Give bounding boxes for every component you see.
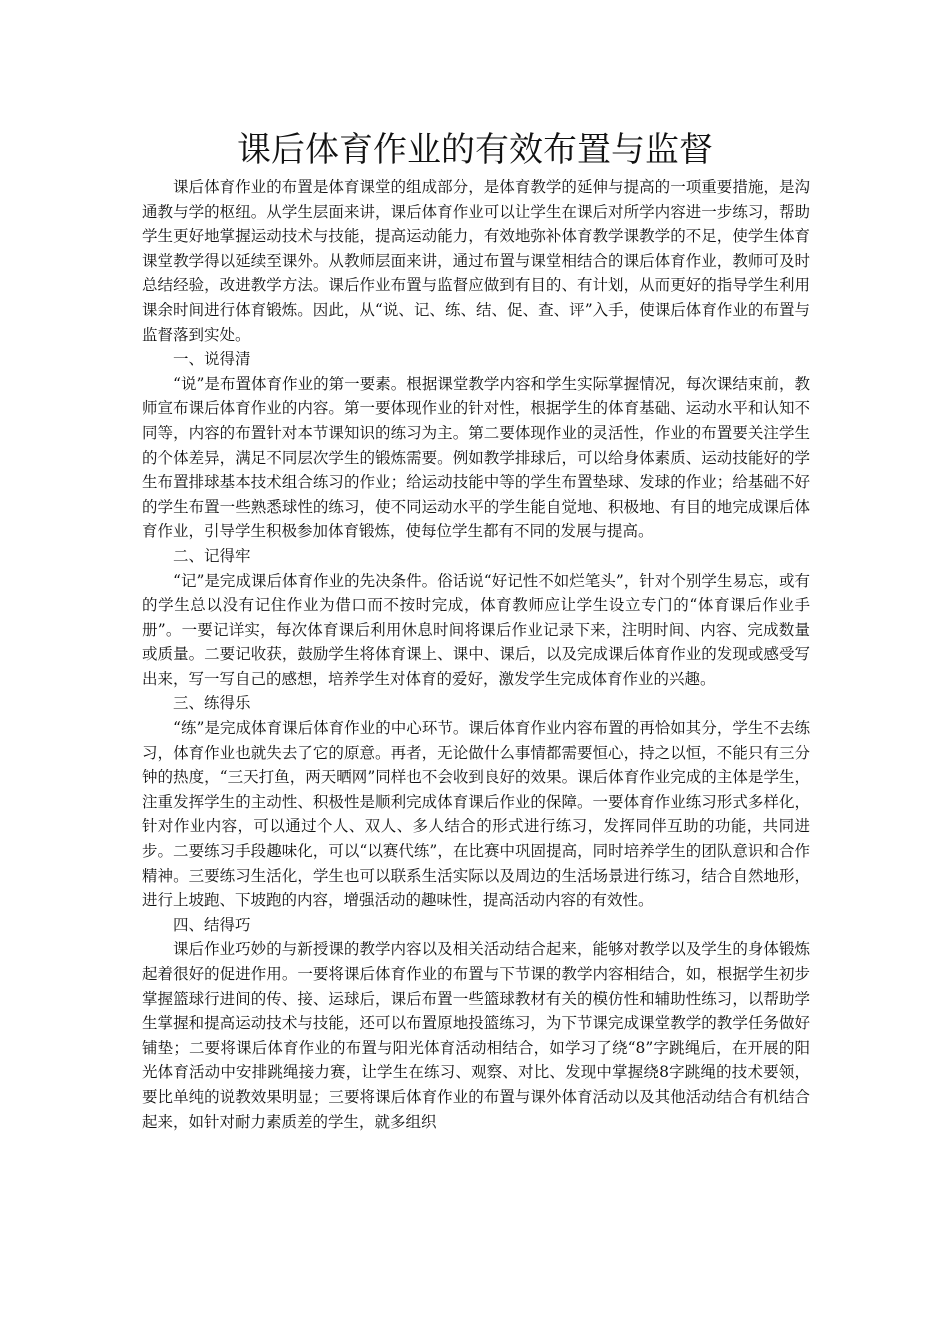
section-paragraph-2: “记”是完成课后体育作业的先决条件。俗话说“好记性不如烂笔头”，针对个别学生易忘，或有的学生总以没有记住作业为借口而不按时完成，体育教师应让学生设立专门的“体育课后作业手册”。一要记详实，每次体育课后利用休息时间将课后作业记录下来，注明时间、内容、完成数量或质量。二要记收获，鼓励学生将体育课上、课中、课后，以及完成课后体育作业的发现或感受写出来，写一写自己的感想，培养学生对体育的爱好，激发学生完成体育作业的兴趣。 bbox=[142, 571, 810, 688]
section-heading-2: 二、记得牢 bbox=[173, 546, 251, 565]
document-title: 课后体育作业的有效布置与监督 bbox=[237, 130, 713, 170]
intro-paragraph: 课后体育作业的布置是体育课堂的组成部分，是体育教学的延伸与提高的一项重要措施，是沟通教与学的枢纽。从学生层面来讲，课后体育作业可以让学生在课后对所学内容进一步练习，帮助学生更好地掌握运动技术与技能，提高运动能力，有效地弥补体育教学课教学的不足，使学生体育课堂教学得以延续至课外。从教师层面来讲，通过布置与课堂相结合的课后体育作业，教师可及时总结经验，改进教学方法。课后作业布置与监督应做到有目的、有计划，从而更好的指导学生利用课余时间进行体育锻炼。因此，从“说、记、练、结、促、查、评”入手，使课后体育作业的布置与监督落到实处。 bbox=[142, 178, 810, 344]
section-heading-1: 一、说得清 bbox=[173, 350, 251, 369]
section-heading-3: 三、练得乐 bbox=[173, 694, 251, 713]
section-paragraph-3: “练”是完成体育课后体育作业的中心环节。课后体育作业内容布置的再恰如其分，学生不去练习，体育作业也就失去了它的原意。再者，无论做什么事情都需要恒心，持之以恒，不能只有三分钟的热度，“三天打鱼，两天晒网”同样也不会收到良好的效果。课后体育作业完成的主体是学生，注重发挥学生的主动性、积极性是顺利完成体育课后作业的保障。一要体育作业练习形式多样化，针对作业内容，可以通过个人、双人、多人结合的形式进行练习，发挥同伴互助的功能，共同进步。二要练习手段趣味化，可以“以赛代练”，在比赛中巩固提高，同时培养学生的团队意识和合作精神。三要练习生活化，学生也可以联系生活实际以及周边的生活场景进行练习，结合自然地形，进行上坡跑、下坡跑的内容，增强活动的趣味性，提高活动内容的有效性。 bbox=[142, 719, 810, 910]
section-heading-4: 四、结得巧 bbox=[173, 915, 251, 934]
document-body bbox=[142, 175, 810, 1134]
section-paragraph-1: “说”是布置体育作业的第一要素。根据课堂教学内容和学生实际掌握情况，每次课结束前，教师宣布课后体育作业的内容。第一要体现作业的针对性，根据学生的体育基础、运动水平和认知不同等，内容的布置针对本节课知识的练习为主。第二要体现作业的灵活性，作业的布置要关注学生的个体差异，满足不同层次学生的锻炼需要。例如教学排球后，可以给身体素质、运动技能好的学生布置排球基本技术组合练习的作业；给运动技能中等的学生布置垫球、发球的作业；给基础不好的学生布置一些熟悉球性的练习，使不同运动水平的学生能自觉地、积极地、有目的地完成课后体育作业，引导学生积极参加体育锻炼，使每位学生都有不同的发展与提高。 bbox=[142, 374, 810, 541]
section-paragraph-4: 课后作业巧妙的与新授课的教学内容以及相关活动结合起来，能够对教学以及学生的身体锻炼起着很好的促进作用。一要将课后体育作业的布置与下节课的教学内容相结合，如，根据学生初步掌握篮球行进间的传、接、运球后，课后布置一些篮球教材有关的模仿性和辅助性练习，以帮助学生掌握和提高运动技术与技能，还可以布置原地投篮练习，为下节课完成课堂教学的教学任务做好铺垫；二要将课后体育作业的布置与阳光体育活动相结合，如学习了绕“8”字跳绳后，在开展的阳光体育活动中安排跳绳接力赛，让学生在练习、观察、对比、发现中掌握绕8字跳绳的技术要领，要比单纯的说教效果明显；三要将课后体育作业的布置与课外体育活动以及其他活动结合有机结合起来，如针对耐力素质差的学生，就多组织 bbox=[142, 940, 810, 1131]
